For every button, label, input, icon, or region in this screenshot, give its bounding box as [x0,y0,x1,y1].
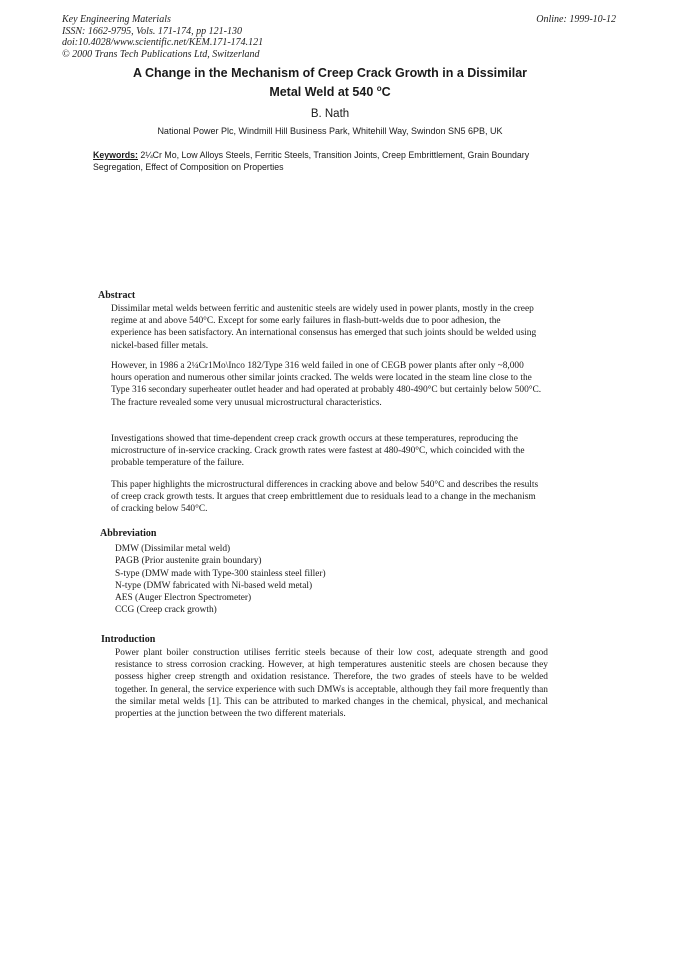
abbreviation-item: PAGB (Prior austenite grain boundary) [115,556,262,567]
author-name: B. Nath [310,108,350,120]
online-date: Online: 1999-10-12 [536,14,616,25]
abbreviation-item: DMW (Dissimilar metal weld) [115,544,231,554]
introduction-heading: Introduction [101,634,156,645]
abbreviation-item: CCG (Creep crack growth) [115,605,217,616]
keywords-label: Keywords: [93,150,138,160]
title-line-2 [70,81,590,100]
journal-name: Key Engineering Materials [62,14,171,25]
keywords-text: 2¼Cr Mo, Low Alloys Steels, Ferritic Steels, Transition Joints, Creep Embrittlement, Grain Boundary Segregation, Effect of Composition on Properties [93,150,530,172]
copyright-line: © 2000 Trans Tech Publications Ltd, Switzerland [62,48,260,60]
abstract-paragraph-2: However, in 1986 a 2¼Cr1Mo\Inco 182/Type 316 weld failed in one of CEGB power plants after only ~8,000 hours operation and numerous other similar joints cracked. The welds were located in the steam line close to the Type 316 secondary superheater outlet header and had operated at probably 480-490°C but certainly below 500°C. The fracture revealed some very unusual microstructural characteristics. [111,361,542,408]
abstract-paragraph-3: Investigations showed that time-dependent creep crack growth occurs at these temperatures, reproducing the microstructure of in-service cracking. Crack growth rates were fastest at 480-490°C, which coincided with the probable temperature of the failure. [111,434,525,469]
abbreviation-heading: Abbreviation [100,528,157,539]
journal-header [62,14,263,60]
abstract-paragraph-4: This paper highlights the microstructural differences in cracking above and below 540°C and describes the results of creep crack growth tests. It argues that creep embrittlement due to residuals lead to a change in the mechanism of cracking below 540°C. [111,480,539,515]
introduction-paragraph-1: Power plant boiler construction utilises ferritic steels because of their low cost, adequate strength and good resistance to stress corrosion cracking. However, at high temperatures austenitic steels are chosen because they possess higher creep strength and oxidation resistance. Therefore, the two grades of steels have to be welded together. In general, the service experience with such DMWs is acceptable, although they fail more frequently than the similar metal welds [1]. This can be attributed to marked changes in the chemical, physical, and mechanical properties at the junction between the two different materials. [115,648,548,720]
issn-line: ISSN: 1662-9795, Vols. 171-174, pp 121-130 [62,25,242,37]
abbreviation-list [115,543,326,617]
keywords [93,150,548,173]
title-line-2-text: Metal Weld at 540 [269,85,377,100]
abbreviation-item: S-type (DMW made with Type-300 stainless steel filler) [115,568,326,579]
paper-title [70,66,590,100]
abbreviation-item: N-type (DMW fabricated with Ni-based weld metal) [115,580,313,591]
abstract-paragraph-1: Dissimilar metal welds between ferritic and austenitic steels are widely used in power plants, mostly in the creep regime at and above 540°C. Except for some early failures in flash-butt-welds due to poor adhesion, the experience has been satisfactory. An international consensus has emerged that such joints should be welded using nickel-based filler metals. [111,304,537,351]
author-affiliation: National Power Plc, Windmill Hill Business Park, Whitehill Way, Swindon SN5 6PB, UK [157,126,503,136]
abstract-heading: Abstract [98,290,136,301]
title-line-1: A Change in the Mechanism of Creep Crack Growth in a Dissimilar [132,66,528,80]
abbreviation-item: AES (Auger Electron Spectrometer) [115,593,252,604]
title-unit: C [381,85,391,100]
title-degree: o [376,84,382,93]
doi-line: doi:10.4028/www.scientific.net/KEM.171-174.121 [62,37,264,48]
